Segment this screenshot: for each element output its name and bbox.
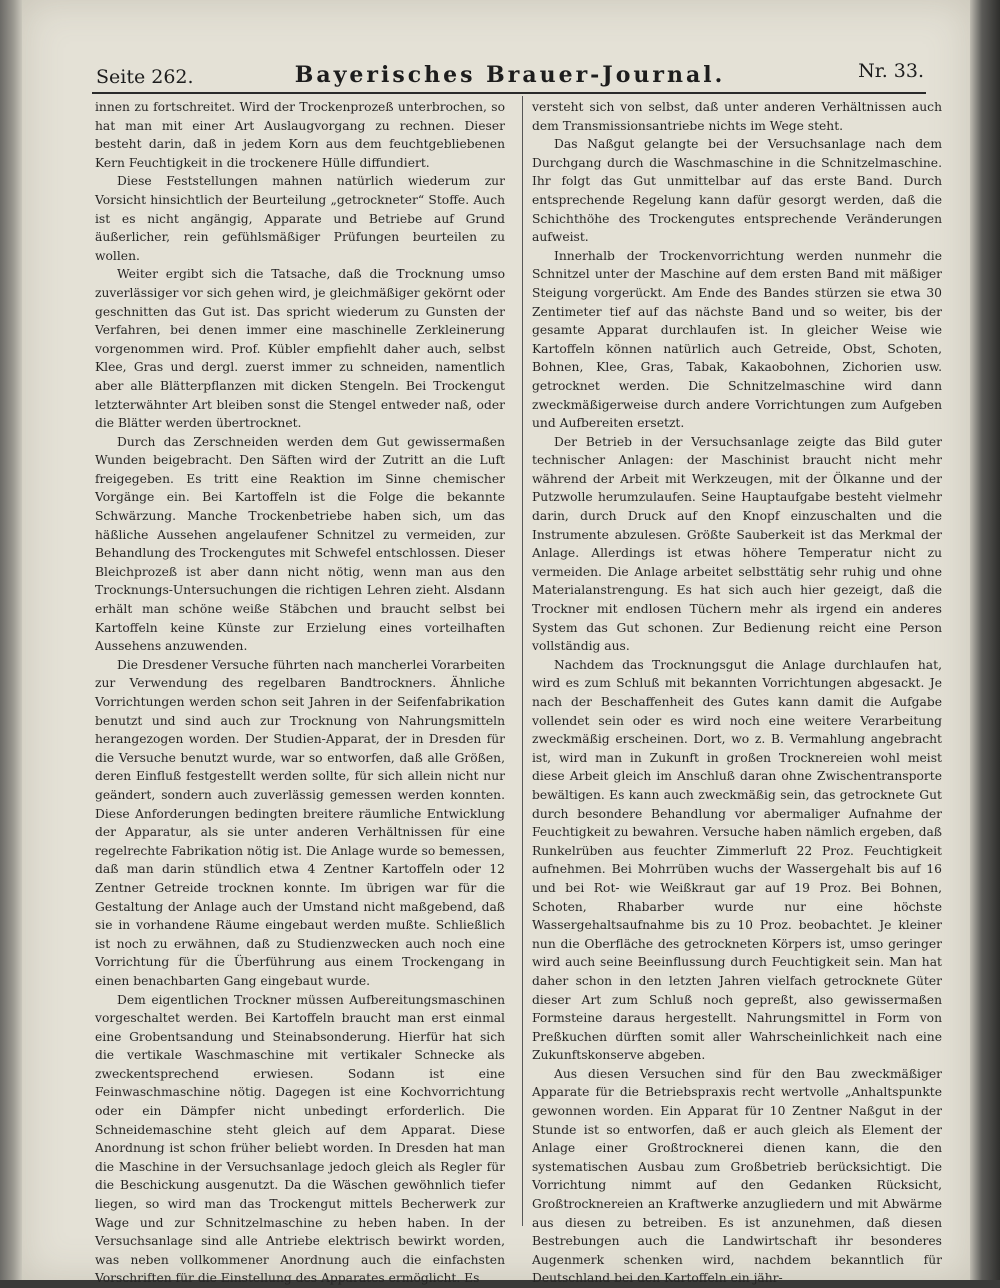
paragraph: Die Dresdener Versuche führten nach mancherlei Vorarbeiten zur Verwendung des regelbaren Bandtrockners. Ähnliche Vorrichtungen werden schon seit Jahren in der Seifenfabrikation benutzt und sind auch zur Trocknung von Nahrungsmitteln herangezogen worden. Der Studien-Apparat, der in Dresden für die Versuche benutzt wurde, war so entworfen, daß alle Größen, deren Einfluß festgestellt werden sollte, für sich allein nicht nur geändert, sondern auch zuverlässig gemessen werden konnten. Diese Anforderungen bedingten breitere räumliche Entwicklung der Apparatur, als sie unter anderen Verhältnissen für eine regelrechte Fabrikation nötig ist. Die Anlage wurde so bemessen, daß man darin stündlich etwa 4 Zentner Kartoffeln oder 12 Zentner Getreide trocknen konnte. Im übrigen war für die Gestaltung der Anlage auch der Umstand nicht maßgebend, daß sie in vorhandene Räume eingebaut werden mußte. Schließlich ist noch zu erwähnen, daß zu Studienzwecken auch noch eine Vorrichtung für die Überführung aus einem Trockengang in einen benachbarten Gang eingebaut wurde. — [95, 656, 505, 991]
journal-title: Bayerisches Brauer-Journal. — [96, 62, 924, 88]
left-column — [95, 98, 505, 1288]
book-binding — [0, 0, 22, 1280]
paragraph: Durch das Zerschneiden werden dem Gut gewissermaßen Wunden beigebracht. Den Säften wird der Zutritt an die Luft freigegeben. Es tritt eine Reaktion im Sinne chemischer Vorgänge ein. Bei Kartoffeln ist die Folge die bekannte Schwärzung. Manche Trockenbetriebe haben sich, um das häßliche Aussehen angelaufener Schnitzel zu vermeiden, zur Behandlung des Trockengutes mit Schwefel entschlossen. Dieser Bleichprozeß ist aber dann nicht nötig, wenn man aus den Trocknungs-Untersuchungen die richtigen Lehren zieht. Alsdann erhält man schöne weiße Stäbchen und braucht selbst bei Kartoffeln keine Künste zur Erzielung eines vorteilhaften Aussehens anzuwenden. — [95, 433, 505, 656]
issue-number: Nr. 33. — [858, 60, 924, 82]
paragraph: Dem eigentlichen Trockner müssen Aufbereitungsmaschinen vorgeschaltet werden. Bei Kartoffeln braucht man erst einmal eine Grobentsandung und Steinabsonderung. Hierfür hat sich die vertikale Waschmaschine mit vertikaler Schnecke als zweckentsprechend erwiesen. Sodann ist eine Feinwaschmaschine nötig. Dagegen ist eine Kochvorrichtung oder ein Dämpfer nicht unbedingt erforderlich. Die Schneidemaschine steht gleich auf dem Apparat. Diese Anordnung ist schon früher beliebt worden. In Dresden hat man die Maschine in der Versuchsanlage jedoch gleich als Regler für die Beschickung ausgenutzt. Da die Wäschen gewöhnlich tiefer liegen, so wird man das Trockengut mittels Becherwerk zur Wage und zur Schnitzelmaschine zu heben haben. In der Versuchsanlage sind alle Antriebe elektrisch bewirkt worden, was neben vollkommener Anordnung auch die einfachsten Vorschriften für die Einstellung des Apparates ermöglicht. Es — [95, 991, 505, 1288]
page-number: Seite 262. — [96, 66, 194, 88]
paragraph: Nachdem das Trocknungsgut die Anlage durchlaufen hat, wird es zum Schluß mit bekannten Vorrichtungen abgesackt. Je nach der Beschaffenheit des Gutes kann damit die Aufgabe vollendet sein oder es wird noch eine weitere Verarbeitung zweckmäßig erscheinen. Dort, wo z. B. Vermahlung angebracht ist, wird man in Zukunft in großen Trocknereien wohl meist diese Arbeit gleich im Anschluß daran ohne Zwischentransporte bewältigen. Es kann auch zweckmäßig sein, das getrocknete Gut durch besondere Behandlung vor abermaliger Aufnahme der Feuchtigkeit zu bewahren. Versuche haben nämlich ergeben, daß Runkelrüben aus feuchter Zimmerluft 22 Proz. Feuchtigkeit aufnehmen. Bei Mohrrüben wuchs der Wassergehalt bis auf 16 und bei Rot- wie Weißkraut gar auf 19 Proz. Bei Bohnen, Schoten, Rhabarber wurde nur eine höchste Wassergehaltsaufnahme bis zu 10 Proz. beobachtet. Je kleiner nun die Oberfläche des getrockneten Körpers ist, umso geringer wird auch seine Beeinflussung durch Feuchtigkeit sein. Man hat daher schon in den letzten Jahren vielfach getrocknete Güter dieser Art zum Schluß noch gepreßt, also gewissermaßen Formsteine daraus hergestellt. Nahrungsmittel in Form von Preßkuchen dürften somit aller Wahrscheinlichkeit nach eine Zukunftskonserve abgeben. — [532, 656, 942, 1065]
paragraph: Weiter ergibt sich die Tatsache, daß die Trocknung umso zuverlässiger vor sich gehen wird, je gleichmäßiger gekörnt oder geschnitten das Gut ist. Das spricht wiederum zu Gunsten der Verfahren, bei denen immer eine maschinelle Zerkleinerung vorgenommen wird. Prof. Kübler empfiehlt daher auch, selbst Klee, Gras und dergl. zuerst immer zu schneiden, namentlich aber alle Blätterpflanzen mit dicken Stengeln. Bei Trockengut letzterwähnter Art bleiben sonst die Stengel entweder naß, oder die Blätter werden übertrocknet. — [95, 265, 505, 432]
page-edge — [970, 0, 1000, 1280]
paragraph: Der Betrieb in der Versuchsanlage zeigte das Bild guter technischer Anlagen: der Maschinist braucht nicht mehr während der Arbeit mit Werkzeugen, mit der Ölkanne und der Putzwolle herumzulaufen. Seine Hauptaufgabe besteht vielmehr darin, durch Druck auf den Knopf einzuschalten und die Instrumente abzulesen. Größte Sauberkeit ist das Merkmal der Anlage. Allerdings ist etwas höhere Temperatur nicht zu vermeiden. Die Anlage arbeitet selbsttätig sehr ruhig und ohne Materialanstrengung. Es hat sich auch hier gezeigt, daß die Trockner mit endlosen Tüchern mehr als irgend ein anderes System das Gut schonen. Zur Bedienung reicht eine Person vollständig aus. — [532, 433, 942, 656]
header-rule — [92, 92, 926, 94]
paragraph: Das Naßgut gelangte bei der Versuchsanlage nach dem Durchgang durch die Waschmaschine in die Schnitzelmaschine. Ihr folgt das Gut unmittelbar auf das erste Band. Durch entsprechende Regelung kann dafür gesorgt werden, daß die Schichthöhe des Trockengutes entsprechende Veränderungen aufweist. — [532, 135, 942, 247]
paragraph: versteht sich von selbst, daß unter anderen Verhältnissen auch dem Transmissionsantriebe nichts im Wege steht. — [532, 98, 942, 135]
page-header — [96, 58, 924, 92]
column-divider — [522, 96, 523, 1226]
paragraph: Innerhalb der Trockenvorrichtung werden nunmehr die Schnitzel unter der Maschine auf dem ersten Band mit mäßiger Steigung vorgerückt. Am Ende des Bandes stürzen sie etwa 30 Zentimeter tief auf das nächste Band und so weiter, bis der gesamte Apparat durchlaufen ist. In gleicher Weise wie Kartoffeln können natürlich auch Getreide, Obst, Schoten, Bohnen, Klee, Gras, Tabak, Kakaobohnen, Zichorien usw. getrocknet werden. Die Schnitzelmaschine wird dann zweckmäßigerweise durch andere Vorrichtungen zum Aufgeben und Aufbereiten ersetzt. — [532, 247, 942, 433]
paragraph: innen zu fortschreitet. Wird der Trockenprozeß unterbrochen, so hat man mit einer Art Auslaugvorgang zu rechnen. Dieser besteht darin, daß in jedem Korn aus dem feuchtgebliebenen Kern Feuchtigkeit in die trockenere Hülle diffundiert. — [95, 98, 505, 172]
right-column — [532, 98, 942, 1288]
paragraph: Diese Feststellungen mahnen natürlich wiederum zur Vorsicht hinsichtlich der Beurteilung „getrockneter“ Stoffe. Auch ist es nicht angängig, Apparate und Betriebe auf Grund äußerlicher, rein gefühlsmäßiger Prüfungen beurteilen zu wollen. — [95, 172, 505, 265]
paragraph: Aus diesen Versuchen sind für den Bau zweckmäßiger Apparate für die Betriebspraxis recht wertvolle „Anhaltspunkte gewonnen worden. Ein Apparat für 10 Zentner Naßgut in der Stunde ist so entworfen, daß er auch gleich als Element der Anlage einer Großtrocknerei dienen kann, die den systematischen Ausbau zum Großbetrieb berücksichtigt. Die Vorrichtung nimmt auf den Gedanken Rücksicht, Großtrocknereien an Kraftwerke anzugliedern und mit Abwärme aus diesen zu betreiben. Es ist anzunehmen, daß diesen Bestrebungen auch die Landwirtschaft ihr besonderes Augenmerk schenken wird, nachdem bekanntlich für Deutschland bei den Kartoffeln ein jähr- — [532, 1065, 942, 1288]
